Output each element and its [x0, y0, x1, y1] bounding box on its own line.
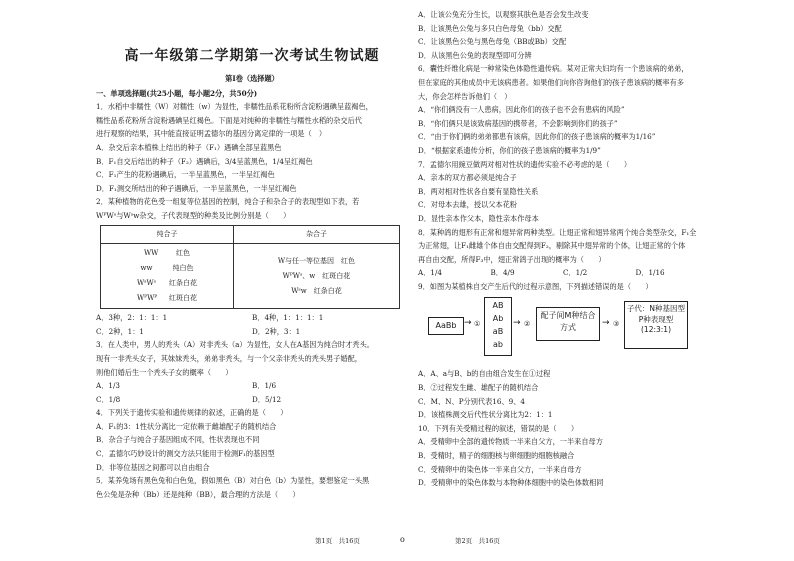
question-stem-line: 8．某种鸽的翅形有正常和翅异常两种类型。让翅正常和翅异常两个纯合类型杂交，F₁全: [418, 227, 697, 237]
fertilization-box: 配子间M种结合方式: [536, 307, 600, 341]
right-column: [418, 8, 708, 490]
question-4: [96, 406, 408, 474]
question-stem-line: 色公兔是杂种（Bb）还是纯种（BB），最合理的方法是（ ）: [96, 489, 300, 499]
question-10: [418, 422, 708, 490]
question-stem-line: 糯性品系花粉所含淀粉遇碘呈红褐色。下面是对纯种的非糯性与糯性水稻的杂交后代: [96, 115, 362, 125]
question-5: [96, 474, 408, 501]
genotype-table: [100, 225, 400, 310]
table-row: WᴾWˢ、w 红斑白花: [282, 271, 351, 280]
question-6: [418, 62, 708, 157]
option-a: A．1/3: [96, 381, 120, 391]
offspring-box: 子代：N种基因型P种表现型(12:3:1): [624, 301, 688, 349]
table-row: W与任一等位基因 红色: [277, 256, 356, 265]
arrow-icon: →: [513, 318, 521, 329]
option-b: B．让该黑色公兔与多只白色母兔（bb）交配: [418, 23, 562, 33]
page-footer-left: 第1页 共16页: [315, 537, 360, 545]
option-d: D．该植株测交后代性状分离比为2：1：1: [418, 410, 553, 420]
option-c: C．M、N、P分别代表16、9、4: [418, 396, 525, 406]
option-d: D．2种，3：1: [252, 326, 301, 336]
option-c: C．“由于你们俩的弟弟都患有该病，因此你们的孩子患该病的概率为1/16”: [418, 132, 656, 142]
question-stem-line: 则他们婚后生一个秃头子女的概率（ ）: [96, 367, 233, 377]
option-c: C．受精卵中的染色体一半来自父方，一半来自母方: [418, 464, 582, 474]
option-d: D．5/12: [252, 394, 282, 404]
page-footer-right: 第2页 共16页: [455, 537, 500, 545]
option-c: C．F₁产生的花粉遇碘后，一半呈蓝黑色，一半呈红褐色: [96, 170, 275, 180]
question-9: [418, 280, 708, 422]
option-c: C．1/2: [563, 268, 588, 278]
option-a: A．3种，2：1：1：1: [96, 313, 168, 323]
option-d: D．F₁测交所结出的种子遇碘后，一半呈蓝黑色，一半呈红褐色: [96, 183, 297, 193]
hetero-cell: [233, 244, 399, 309]
question-stem-line: 2．某种植物的花色受一组复等位基因的控制，纯合子和杂合子的表现型如下表，若: [96, 197, 360, 207]
option-b: B．4种，1：1：1：1: [252, 313, 324, 323]
question-8: [418, 226, 708, 280]
options-row: [96, 311, 408, 325]
table-row: WˢWˢ 红条白花: [136, 279, 197, 288]
option-d: D．受精卵中的染色体数与本物种体细胞中的染色体数相同: [418, 478, 604, 488]
option-a: A．亲本的双方都必须是纯合子: [418, 173, 517, 183]
table-row: Wˢw 红条白花: [291, 286, 342, 295]
question-stem-line: 现有一非秃头女子，其妹妹秃头，弟弟非秃头，与一个父亲非秃头的秃头男子婚配，: [96, 353, 362, 363]
left-column: [96, 8, 408, 501]
option-a: A．A、a与B、b的自由组合发生在①过程: [418, 369, 551, 379]
table-row: WW 红色: [143, 249, 190, 258]
question-stem-line: 3．在人类中，男人的秃头（A）对非秃头（a）为显性，女人在A基因为纯合时才秃头。: [96, 340, 374, 350]
question-stem-line: 再自由交配，所得F₃中，翅正常鸽子出现的概率为（ ）: [418, 254, 606, 264]
options-row: [418, 266, 708, 280]
option-d: D．1/16: [635, 268, 665, 278]
question-stem-line: 4．下列关于遗传实验和遗传规律的叙述，正确的是（ ）: [96, 408, 288, 418]
options-row: [96, 379, 408, 393]
question-5-options: [418, 8, 708, 62]
option-a: A．“你们俩没有一人患病，因此你们的孩子也不会有患病的风险”: [418, 105, 625, 115]
exam-title: 高一年级第二学期第一次考试生物试题: [124, 48, 380, 64]
option-b: B．F₁自交后结出的种子（F₂）遇碘后，3/4呈蓝黑色，1/4呈红褐色: [96, 156, 313, 166]
option-a: A．1/4: [418, 268, 442, 278]
option-a: A．F₁的3：1性状分离比一定依赖于雌雄配子的随机结合: [96, 421, 277, 431]
question-stem-line: WᴾWˢ与Wˢw杂交，子代表现型的种类及比例分别是（ ）: [96, 210, 291, 220]
question-7: [418, 158, 708, 226]
question-stem-line: 进行观察的结果，其中能直接证明孟德尔的基因分离定律的一项是（ ）: [96, 129, 327, 139]
options-row: [96, 325, 408, 339]
option-b: B．受精时，精子的细胞核与卵细胞的细胞核融合: [418, 451, 575, 461]
table-header-pure: 纯合子: [101, 225, 234, 244]
arrow-icon: →: [602, 318, 610, 329]
table-row: ww 纯白色: [140, 264, 194, 273]
option-b: B．“你们俩只是该致病基因的携带者，不会影响到你们的孩子”: [418, 118, 618, 128]
question-stem-line: 9．如图为某植株自交产生后代的过程示意图，下列描述错误的是（ ）: [418, 281, 653, 291]
option-d: D．非等位基因之间都可以自由组合: [96, 462, 210, 472]
question-1: [96, 100, 408, 195]
step-label: ③: [613, 320, 620, 329]
option-d: D．显性亲本作父本，隐性亲本作母本: [418, 213, 539, 223]
option-b: B．杂合子与纯合子基因组成不同，性状表现也不同: [96, 435, 260, 445]
arrow-icon: →: [464, 318, 472, 329]
option-b: B．两对相对性状各自要有显隐性关系: [418, 186, 539, 196]
option-a: A．受精卵中全部的遗传物质一半来自父方，一半来自母方: [418, 437, 603, 447]
question-2: [96, 195, 408, 338]
option-b: B．1/6: [252, 381, 277, 391]
option-c: C．1/8: [96, 394, 121, 404]
option-a: A．杂交后亲本植株上结出的种子（F₁）遇碘全部呈蓝黑色: [96, 142, 282, 152]
part-heading: 第Ⅰ卷（选择题）: [225, 74, 279, 83]
option-a: A．让该公兔充分生长，以观察其肤色是否会发生改变: [418, 10, 589, 19]
question-stem-line: 为正常翅，让F₁雌雄个体自由交配得到F₂，剔除其中翅异常的个体，让翅正常的个体: [418, 241, 686, 251]
step-label: ②: [524, 320, 531, 329]
question-stem-line: 6．囊性纤维化病是一种常染色体隐性遗传病。某对正常夫妇均有一个患该病的弟弟，: [418, 64, 689, 74]
table-row: WᴾWᴾ 红斑白花: [136, 294, 197, 303]
option-b: B．4/9: [490, 268, 515, 278]
question-stem-line: 1．水稻中非糯性（W）对糯性（w）为显性，非糯性品系花粉所含淀粉遇碘呈蓝褐色，: [96, 102, 373, 112]
option-c: C．对母本去雄，授以父本花粉: [418, 200, 517, 210]
question-stem-line: 5．某养兔场有黑色兔和白色兔，假如黑色（B）对白色（b）为显性，要想鉴定一头黑: [96, 476, 370, 486]
question-stem-line: 但在家庭的其他成员中无该病患者。如果他们向你咨询他们的孩子患该病的概率有多: [418, 77, 684, 87]
question-stem-line: 大，你会怎样告诉他们（ ）: [418, 91, 512, 101]
option-c: C．让该黑色公兔与黑色母兔（BB或Bb）交配: [418, 37, 567, 47]
section-heading: 一、单项选择题(共25小题，每小题2分，共50分): [96, 88, 258, 98]
parent-genotype-box: AaBb: [428, 317, 464, 335]
option-d: D．从该黑色公兔的表现型即可分辨: [418, 50, 532, 60]
binding-mark: o: [400, 535, 405, 544]
question-stem-line: 10．下列有关受精过程的叙述，错误的是（ ）: [418, 423, 579, 433]
gametes-box: AB Ab aB ab: [484, 297, 512, 356]
option-c: C．孟德尔巧妙设计的测交方法只能用于检测F₁的基因型: [96, 449, 275, 459]
table-header-hetero: 杂合子: [233, 225, 399, 244]
option-d: D．“根据家系遗传分析，你们的孩子患该病的概率为1/9”: [418, 145, 601, 155]
option-b: B．②过程发生雌、雄配子的随机结合: [418, 383, 539, 393]
step-label: ①: [474, 320, 481, 329]
process-diagram: [418, 295, 708, 365]
pure-cell: [101, 244, 234, 309]
options-row: [96, 393, 408, 407]
question-3: [96, 338, 408, 406]
option-c: C．2种，1：1: [96, 326, 144, 336]
question-stem-line: 7．孟德尔用豌豆做两对相对性状的遗传实验不必考虑的是（ ）: [418, 159, 632, 169]
